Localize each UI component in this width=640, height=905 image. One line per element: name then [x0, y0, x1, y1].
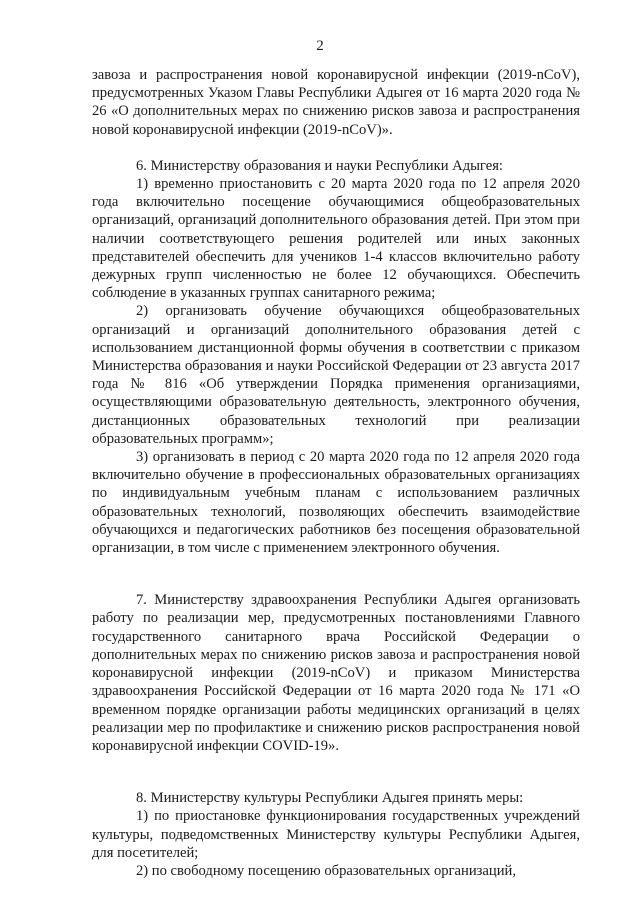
section-6-item-1: 1) временно приостановить с 20 марта 2020 года по 12 апреля 2020 года включительно посещение обучающимися общеобразовательных организаций, организаций дополнительного образования детей. При этом при наличии соответствующего решения родителей или иных законных представителей обеспечить для учеников 1-4 классов включительно работу дежурных групп численностью не более 12 обучающихся. Обеспечить соблюдение в указанных группах санитарного режима;: [92, 176, 580, 302]
page-number: 2: [316, 38, 324, 54]
section-6-heading: 6. Министерству образования и науки Республики Адыгея:: [136, 157, 503, 174]
document-body: [92, 66, 580, 880]
section-8-heading: 8. Министерству культуры Республики Адыгея принять меры:: [136, 790, 524, 807]
section-8-item-2: 2) по свободному посещению образовательных организаций,: [136, 862, 516, 879]
section-6-item-3: 3) организовать в период с 20 марта 2020 года по 12 апреля 2020 года включительно обучение в профессиональных образовательных организациях по индивидуальным учебным планам с использованием различных образовательных технологий, позволяющих обеспечить взаимодействие обучающихся и педагогических работников без посещения образовательной организации, в том числе с применением электронного обучения.: [92, 449, 580, 557]
section-7-paragraph: 7. Министерству здравоохранения Республики Адыгея организовать работу по реализации мер, предусмотренных постановлениями Главного государственного санитарного врача Российской Федерации о дополнительных мерах по снижению рисков завоза и распространения новой коронавирусной инфекции (2019-nCoV) и приказом Министерства здравоохранения Российской Федерации от 16 марта 2020 года № 171 «О временном порядке организации работы медицинских организаций в целях реализации мер по профилактике и снижению рисков распространения новой коронавирусной инфекции COVID-19».: [92, 592, 580, 754]
section-6-item-2: 2) организовать обучение обучающихся общеобразовательных организаций и организаций дополнительного образования детей с использованием дистанционной формы обучения в соответствии с приказом Министерства образования и науки Российской Федерации от 23 августа 2017 года № 816 «Об утверждении Порядка применения организациями, осуществляющими образовательную деятельность, электронного обучения, дистанционных образовательных технологий при реализации образовательных программ»;: [92, 303, 580, 447]
continuation-paragraph: завоза и распространения новой коронавирусной инфекции (2019-nCoV), предусмотренных Указом Главы Республики Адыгея от 16 марта 2020 года № 26 «О дополнительных мерах по снижению рисков завоза и распространения новой коронавирусной инфекции (2019-nCoV)».: [92, 67, 580, 138]
section-8-item-1: 1) по приостановке функционирования государственных учреждений культуры, подведомственных Министерству культуры Республики Адыгея, для посетителей;: [92, 808, 580, 861]
